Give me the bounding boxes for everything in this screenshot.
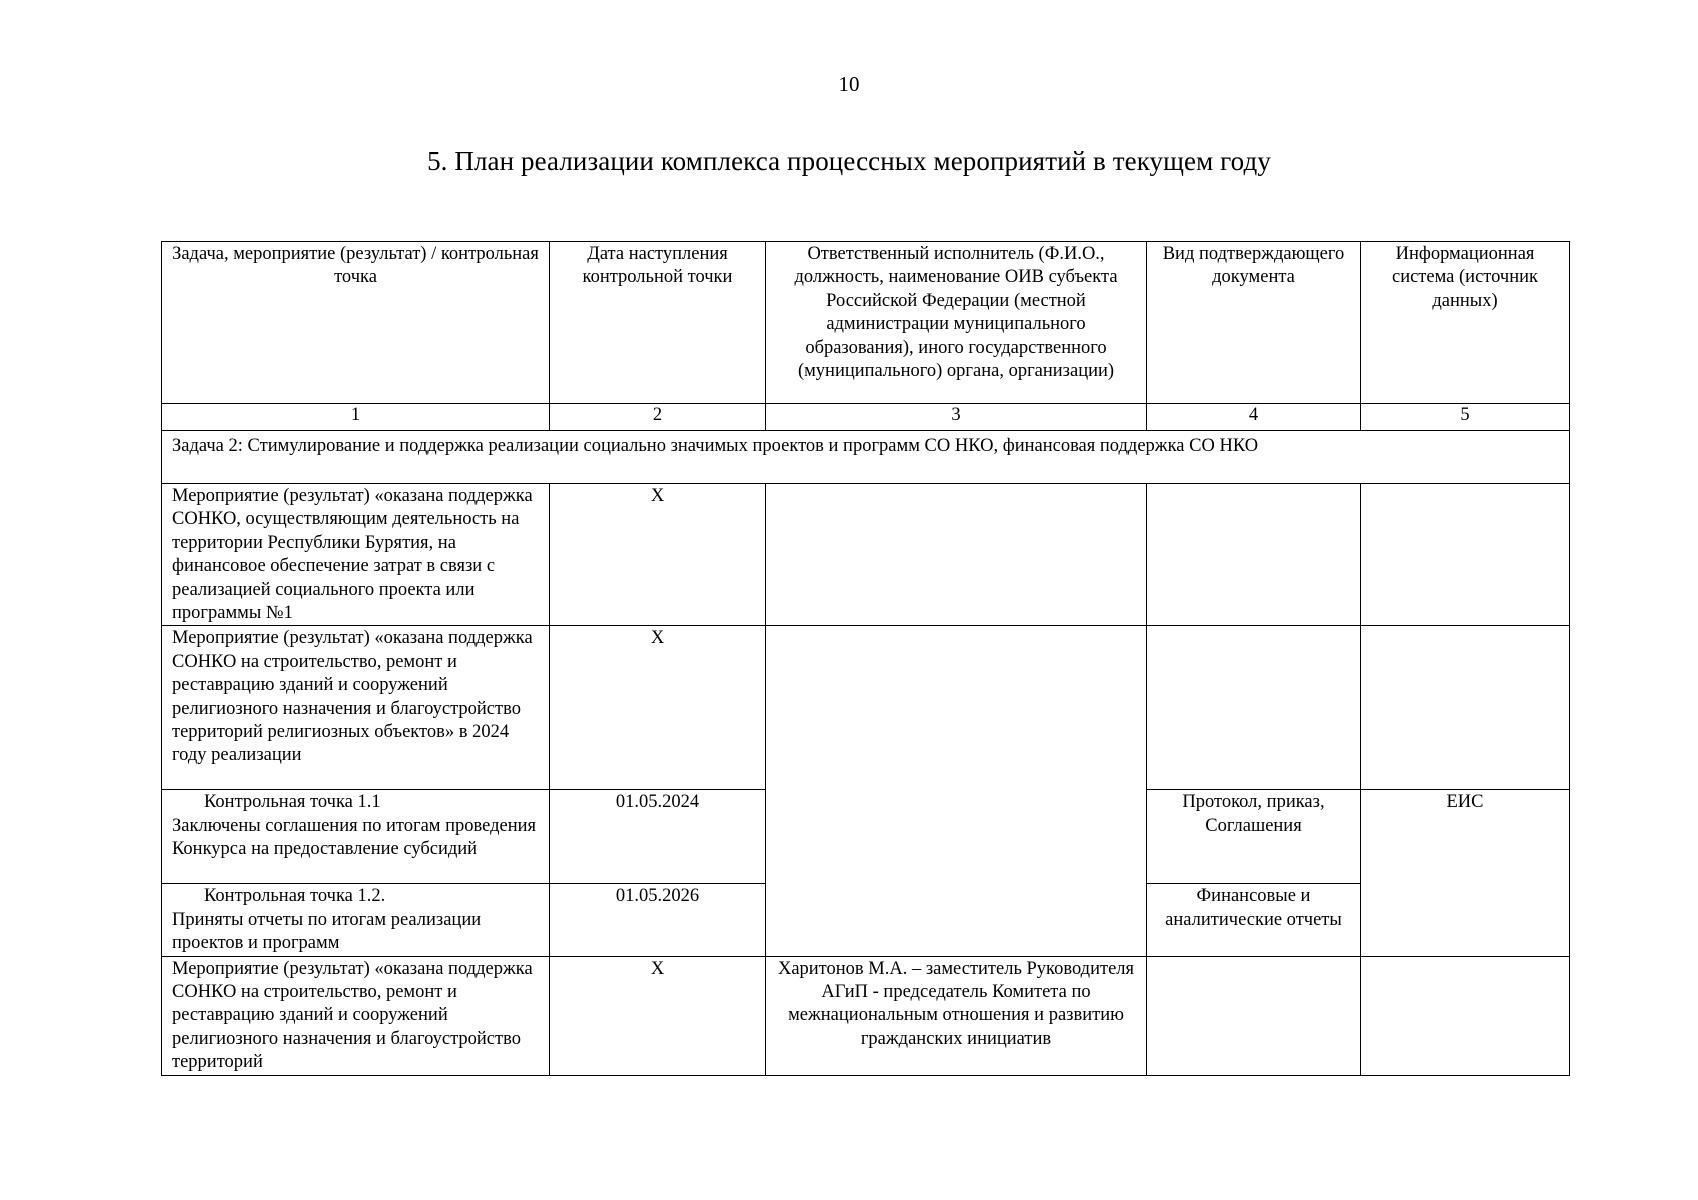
document-title: 5. План реализации комплекса процессных мероприятий в текущем году [427,146,1271,176]
activity-name-cell: Мероприятие (результат) «оказана поддержка СОНКО на строительство, ремонт и реставрацию зданий и сооружений религиозного назначения и благоустройство территорий [162,956,550,1075]
date-cell: X [550,626,766,790]
checkpoint-description: Приняты отчеты по итогам реализации проектов и программ [172,909,482,954]
date-cell: X [550,956,766,1075]
column-number-cell: 3 [766,404,1147,431]
activity-name-cell: Мероприятие (результат) «оказана поддержка СОНКО на строительство, ремонт и реставрацию зданий и сооружений религиозного назначения и благоустройство территорий религиозных объектов» в 2024 году реализации [162,626,550,790]
header-system-cell: Информационная система (источник данных) [1361,242,1570,404]
column-number-cell: 1 [162,404,550,431]
document-cell [1147,484,1361,626]
column-number-cell: 5 [1361,404,1570,431]
document-cell: Протокол, приказ, Соглашения [1147,790,1361,884]
page-number: 10 [838,72,860,96]
table-row [162,956,1570,1075]
system-cell [1361,484,1570,626]
date-cell: X [550,484,766,626]
system-cell-merged: ЕИС [1361,790,1570,956]
checkpoint-title: Контрольная точка 1.2. [204,886,386,907]
date-cell: 01.05.2026 [550,884,766,956]
header-document-cell: Вид подтверждающего документа [1147,242,1361,404]
checkpoint-name-cell [162,884,550,956]
date-cell: 01.05.2024 [550,790,766,884]
document-cell: Финансовые и аналитические отчеты [1147,884,1361,956]
header-task-cell: Задача, мероприятие (результат) / контрольная точка [162,242,550,404]
checkpoint-title: Контрольная точка 1.1 [204,792,381,813]
header-date-cell: Дата наступления контрольной точки [550,242,766,404]
executor-cell-merged [766,626,1147,956]
plan-table [161,241,1570,1076]
column-number-row [162,404,1570,431]
table-row [162,484,1570,626]
executor-cell [766,484,1147,626]
document-cell [1147,626,1361,790]
checkpoint-name-cell [162,790,550,884]
executor-cell: Харитонов М.А. – заместитель Руководителя АГиП - председатель Комитета по межнациональным отношения и развитию гражданских инициатив [766,956,1147,1075]
system-cell [1361,956,1570,1075]
checkpoint-description: Заключены соглашения по итогам проведения Конкурса на предоставление субсидий [172,815,537,860]
task-row [162,431,1570,484]
header-executor-cell: Ответственный исполнитель (Ф.И.О., должность, наименование ОИВ субъекта Российской Федерации (местной администрации муниципального образования), иного государственного (муниципального) органа, организации) [766,242,1147,404]
table-row [162,626,1570,790]
task-cell: Задача 2: Стимулирование и поддержка реализации социально значимых проектов и программ СО НКО, финансовая поддержка СО НКО [162,431,1570,484]
column-number-cell: 4 [1147,404,1361,431]
table-header-row [162,242,1570,404]
document-cell [1147,956,1361,1075]
system-cell [1361,626,1570,790]
activity-name-cell: Мероприятие (результат) «оказана поддержка СОНКО, осуществляющим деятельность на территории Республики Бурятия, на финансовое обеспечение затрат в связи с реализацией социального проекта или программы №1 [162,484,550,626]
column-number-cell: 2 [550,404,766,431]
